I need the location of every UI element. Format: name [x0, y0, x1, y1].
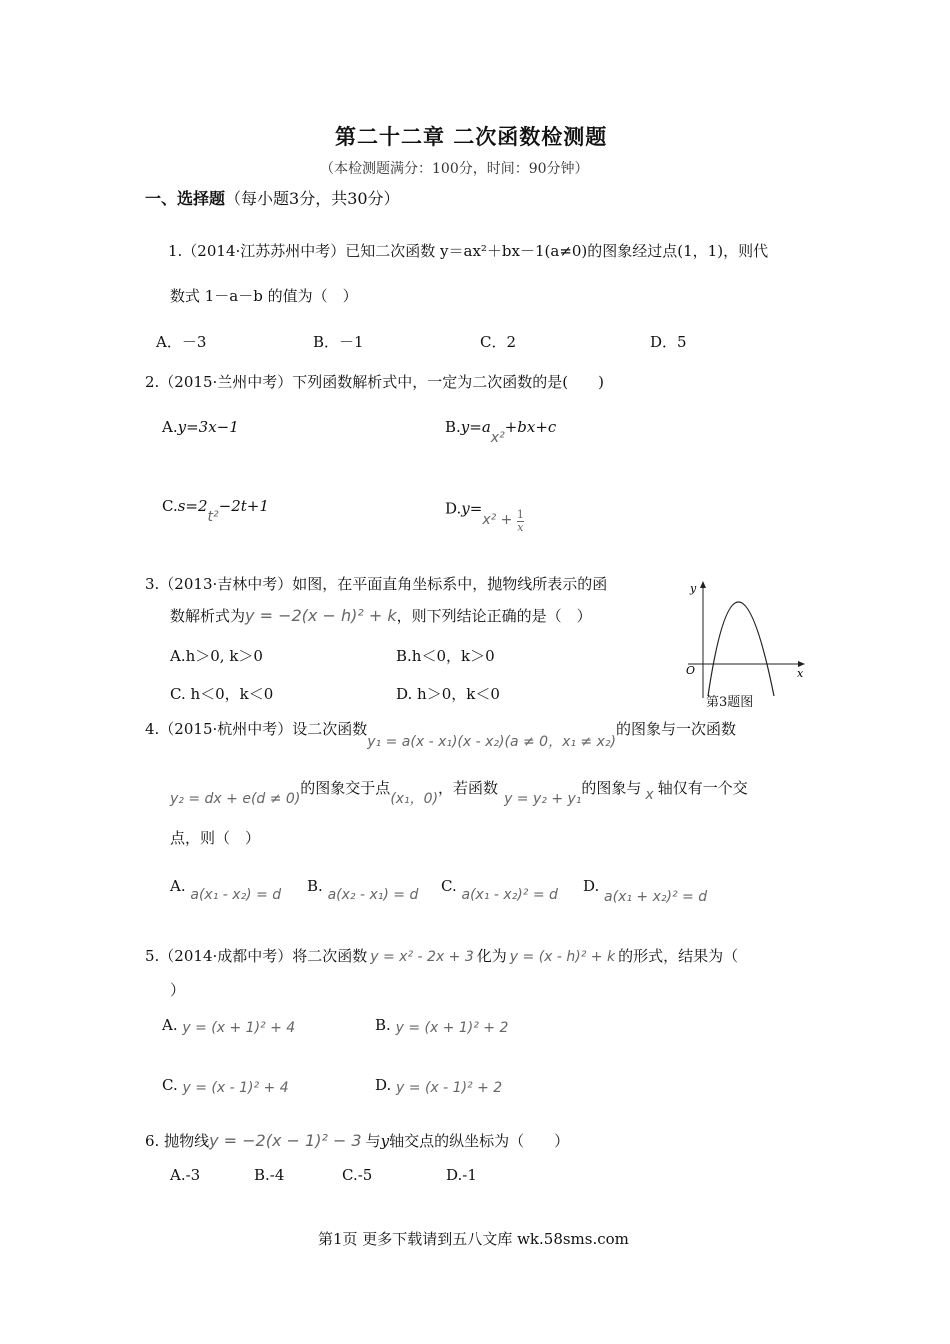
q4-b-expr: a(x₂ - x₁) = d — [327, 887, 419, 903]
q4-text3: ，若函数 — [438, 779, 499, 797]
q4-a-label: A. — [170, 877, 186, 895]
q4-a-expr: a(x₁ - x₂) = d — [190, 887, 282, 903]
q6-option-d: D.-1 — [446, 1166, 477, 1184]
q1-option-b: B．－1 — [313, 333, 364, 351]
q3-option-c: C. h＜0，k＜0 — [170, 685, 274, 703]
q2-b-expr: y=a — [460, 418, 491, 436]
q5-mid: 化为 — [476, 947, 507, 965]
q5-option-b — [375, 1016, 508, 1034]
q4-option-b — [307, 877, 419, 903]
page-footer: 第1页 更多下载请到五八文库 wk.58sms.com — [318, 1230, 629, 1248]
q5-line1 — [145, 946, 738, 967]
q6-option-a: A.-3 — [170, 1166, 201, 1184]
q2-d-label: D. — [445, 499, 462, 518]
q6-option-c: C.-5 — [342, 1166, 373, 1184]
q5-d-label: D. — [375, 1076, 392, 1094]
section-note: （每小题3分，共30分） — [225, 189, 400, 208]
q2-d-frac-den: x — [517, 521, 524, 534]
q5-f1: y = x² - 2x + 3 — [370, 949, 474, 965]
q3-parabola-figure — [670, 578, 810, 708]
q4-text5: 轴仅有一个交 — [657, 779, 748, 797]
q4-f1: y₁ = a(x - x₁)(x - x₂)(a ≠ 0，x₁ ≠ x₂) — [367, 734, 616, 750]
q5-option-a — [162, 1016, 295, 1034]
q3-line2-a: 数解析式为 — [170, 607, 246, 625]
q5-c-label: C. — [162, 1076, 178, 1094]
q2-stem: 2.（2015·兰州中考）下列函数解析式中，一定为二次函数的是( ) — [145, 373, 604, 391]
q2-option-c — [162, 497, 269, 525]
q3-figure-caption: 第3题图 — [706, 695, 754, 710]
q2-d-fraction — [517, 509, 524, 534]
q2-a-label: A. — [162, 418, 178, 436]
q2-option-a — [162, 418, 239, 436]
q5-a-label: A. — [162, 1016, 178, 1034]
q6-yvar: y — [380, 1132, 390, 1150]
q5-suffix: 的形式，结果为（ — [618, 947, 739, 965]
q4-line2 — [170, 778, 748, 807]
q2-b-tail: +bx+c — [504, 418, 557, 436]
q5-c-expr: y = (x - 1)² + 4 — [182, 1080, 289, 1096]
q4-f3: y = y₂ + y₁ — [504, 791, 582, 807]
q4-d-label: D. — [583, 877, 600, 895]
page-subtitle: （本检测题满分：100分，时间：90分钟） — [320, 161, 589, 177]
q4-d-expr: a(x₁ + x₂)² = d — [604, 889, 708, 905]
q6-mid: 与 — [365, 1132, 381, 1150]
section-heading — [145, 186, 400, 209]
q6-line — [145, 1131, 569, 1151]
q4-point: (x₁，0) — [390, 791, 439, 807]
q6-suffix: 轴交点的纵坐标为（ ） — [389, 1132, 570, 1150]
q4-line3: 点，则（ ） — [170, 829, 261, 847]
q5-option-d — [375, 1076, 502, 1094]
q4-c-label: C. — [441, 877, 457, 895]
q2-c-label: C. — [162, 497, 178, 515]
q4-option-a — [170, 877, 282, 903]
q4-f2: y₂ = dx + e(d ≠ 0) — [170, 791, 301, 807]
q2-option-d — [445, 497, 524, 534]
q2-c-power: t² — [207, 509, 219, 525]
q6-prefix: 6. 抛物线 — [145, 1132, 210, 1150]
q2-b-label: B. — [445, 418, 461, 436]
q2-c-expr: s=2 — [177, 497, 208, 515]
y-axis-label: y — [690, 582, 697, 595]
q4-line1 — [145, 719, 736, 750]
q2-c-tail: −2t+1 — [218, 497, 269, 515]
q5-option-c — [162, 1076, 289, 1094]
q5-b-expr: y = (x + 1)² + 2 — [395, 1020, 509, 1036]
page-title: 第二十二章 二次函数检测题 — [335, 124, 608, 149]
q4-b-label: B. — [307, 877, 323, 895]
q4-text1: 的图象与一次函数 — [615, 720, 736, 738]
y-axis-arrow — [700, 581, 706, 588]
q5-prefix: 5.（2014·成都中考）将二次函数 — [145, 947, 368, 965]
q4-text4: 的图象与 — [581, 779, 642, 797]
q1-option-a: A．－3 — [156, 333, 207, 351]
q5-a-expr: y = (x + 1)² + 4 — [182, 1020, 296, 1036]
q3-expression: y = −2(x − h)² + k — [245, 606, 397, 625]
q3-line2 — [170, 606, 592, 626]
q4-c-expr: a(x₁ - x₂)² = d — [461, 887, 558, 903]
parabola-curve — [708, 602, 774, 696]
q4-xvar: x — [645, 787, 654, 803]
q1-line2: 数式 1－a－b 的值为（ ） — [170, 287, 358, 305]
q3-option-a: A.h＞0, k＞0 — [170, 647, 263, 665]
q6-option-b: B.-4 — [254, 1166, 285, 1184]
q4-option-c — [441, 877, 558, 903]
x-axis-label: x — [797, 667, 804, 680]
q6-expression: y = −2(x − 1)² − 3 — [209, 1131, 362, 1150]
q5-f2: y = (x - h)² + k — [509, 949, 616, 965]
q1-option-d: D．5 — [650, 333, 687, 351]
q2-d-frac-num: 1 — [516, 508, 524, 521]
q5-line2: ） — [170, 981, 186, 999]
q4-option-d — [583, 877, 708, 905]
q4-text2: 的图象交于点 — [300, 779, 391, 797]
q1-line1: 1.（2014·江苏苏州中考）已知二次函数 y＝ax²＋bx－1(a≠0)的图象经过点(1，1)，则代 — [168, 242, 769, 260]
q2-b-power: x² — [490, 430, 505, 446]
q4-prefix: 4.（2015·杭州中考）设二次函数 — [145, 720, 368, 738]
q5-d-expr: y = (x - 1)² + 2 — [396, 1080, 503, 1096]
q3-line2-b: ，则下列结论正确的是（ ） — [396, 607, 592, 625]
q5-b-label: B. — [375, 1016, 391, 1034]
q2-option-b — [445, 418, 557, 446]
q2-d-power: x² + — [482, 511, 517, 528]
q2-a-expr: y=3x−1 — [177, 418, 239, 436]
origin-label: O — [686, 664, 696, 677]
q3-option-b: B.h＜0，k＞0 — [396, 647, 495, 665]
q2-d-expr: y= — [461, 499, 483, 518]
section-title: 一、选择题 — [145, 189, 226, 208]
q3-option-d: D. h＞0，k＜0 — [396, 685, 500, 703]
q1-option-c: C．2 — [480, 333, 517, 351]
q3-line1: 3.（2013·吉林中考）如图，在平面直角坐标系中，抛物线所表示的函 — [145, 575, 608, 593]
